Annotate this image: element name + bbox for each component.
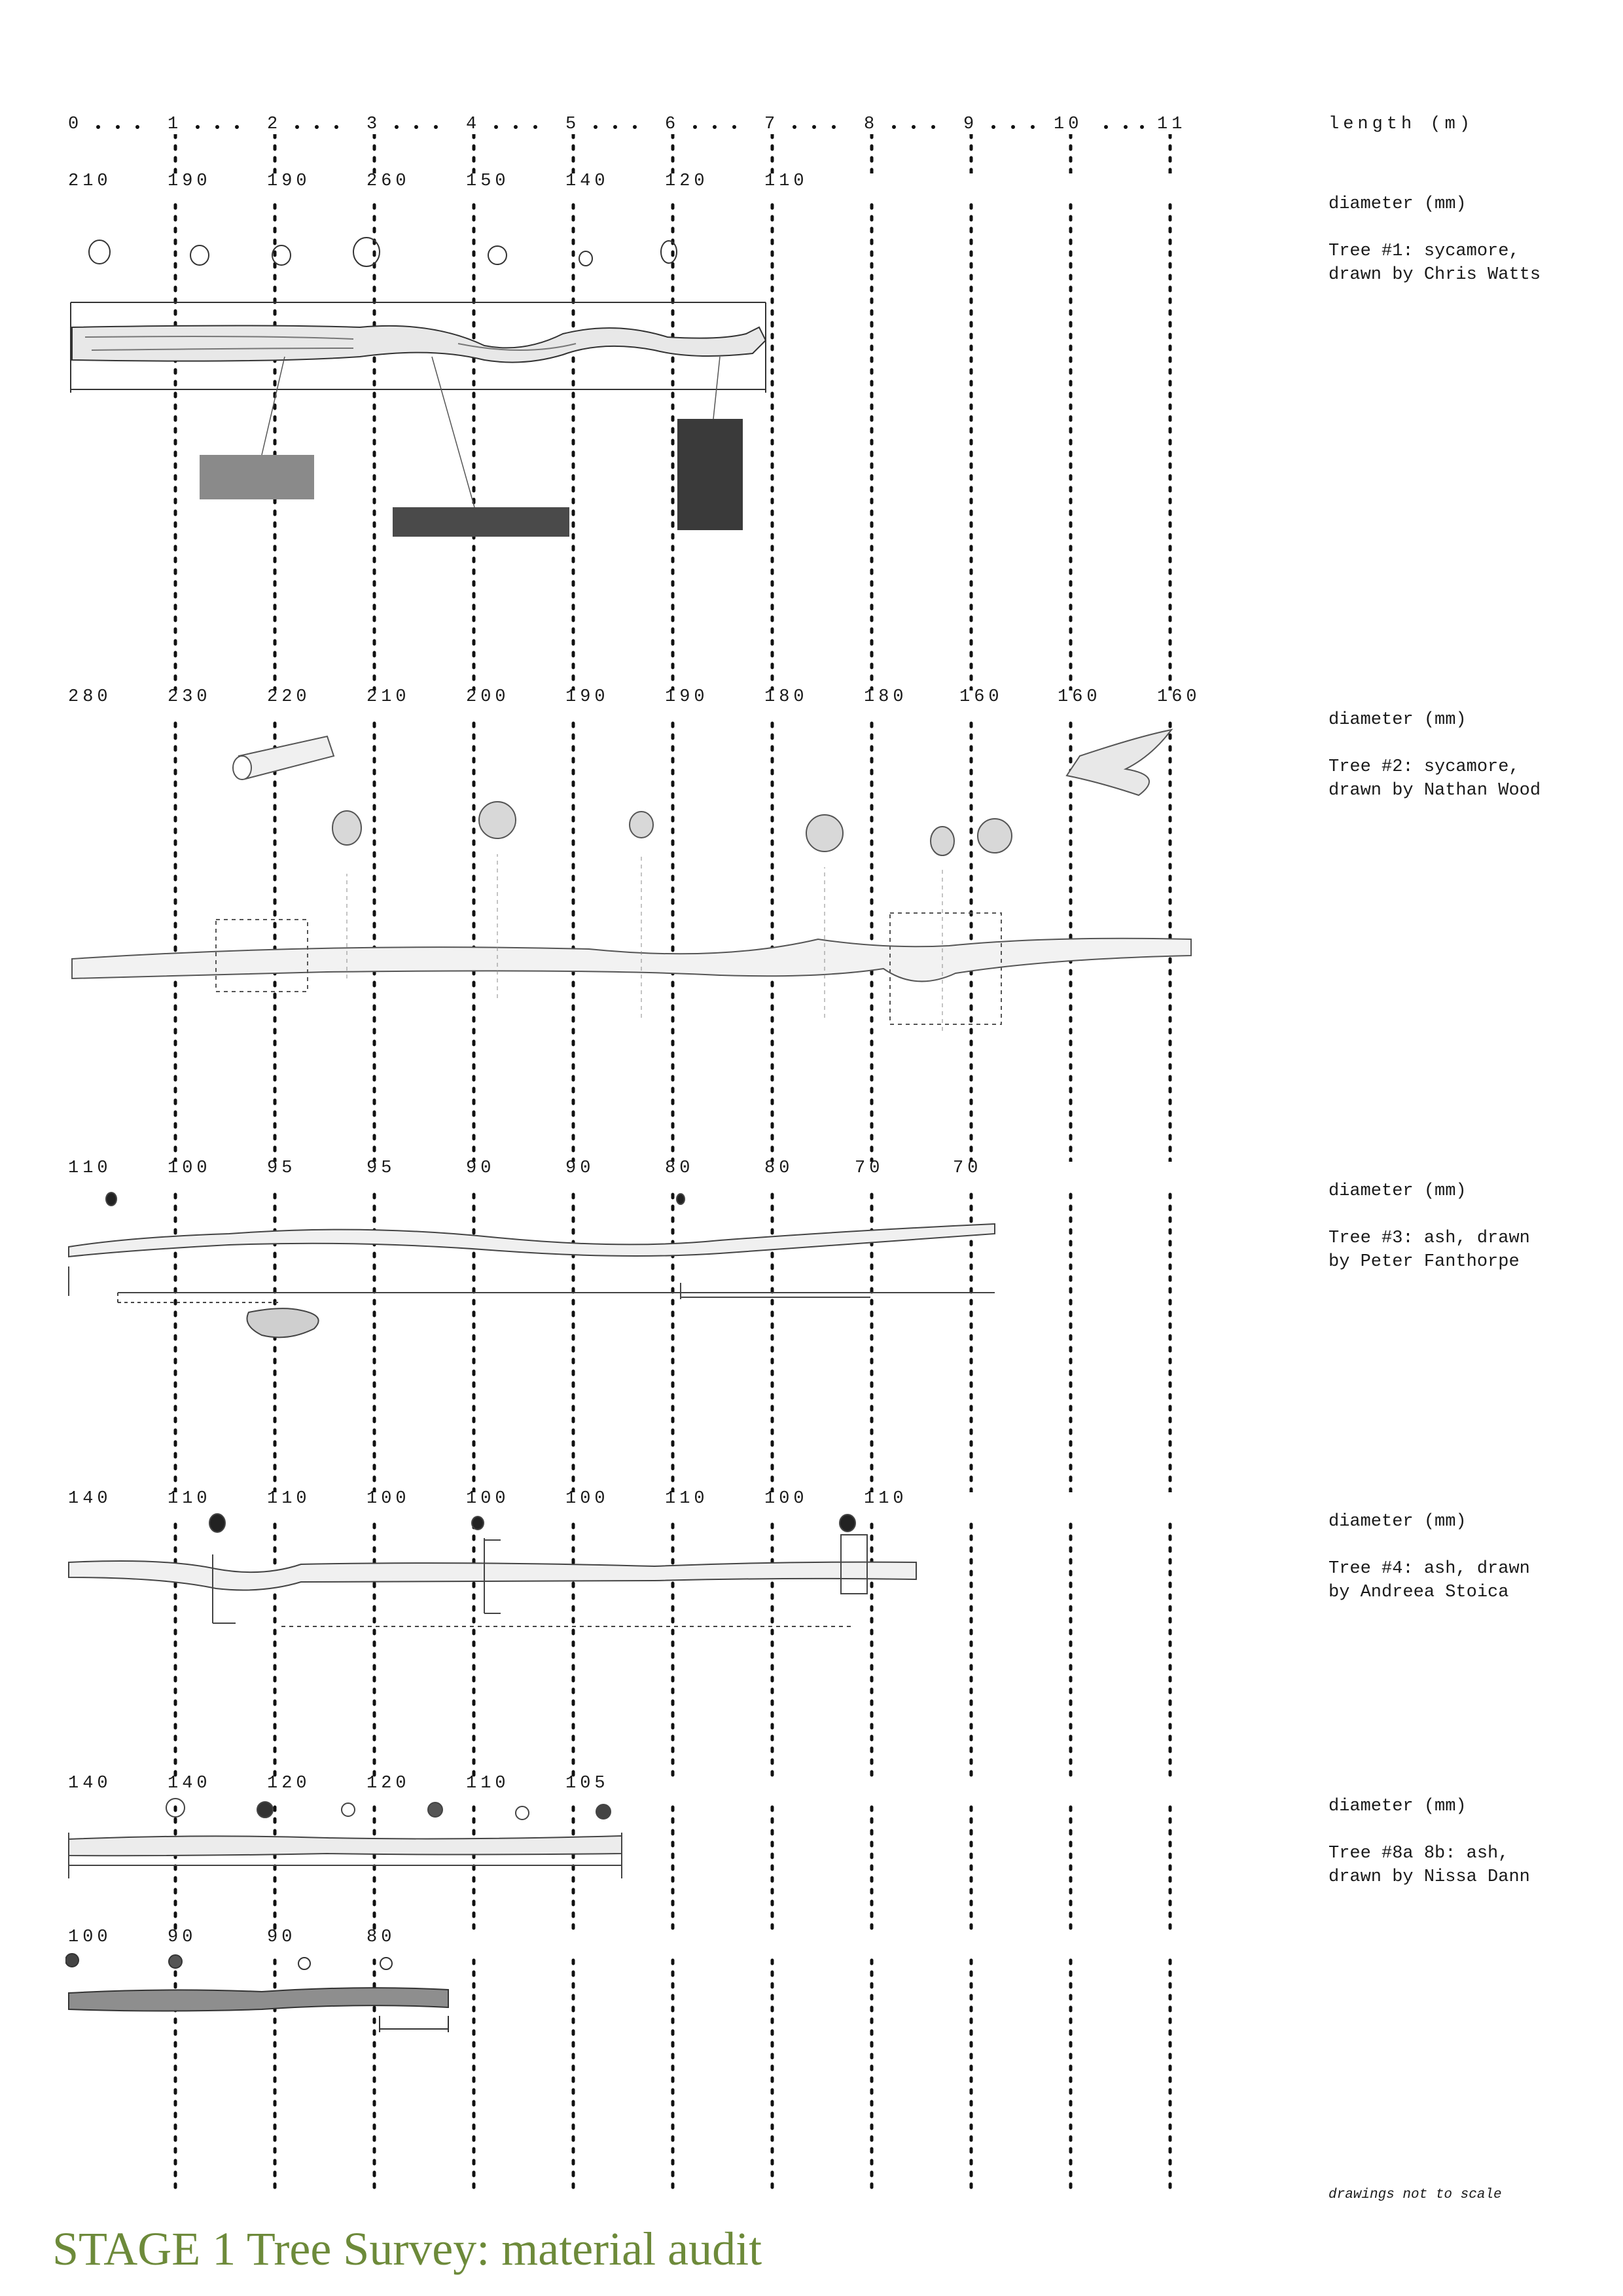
tree-caption: Tree #4: ash, drawn by Andreea Stoica xyxy=(1329,1559,1530,1602)
scale-tick: 2 xyxy=(267,115,282,134)
scale-tick: 7 xyxy=(764,115,779,134)
tree-caption: Tree #1: sycamore, drawn by Chris Watts xyxy=(1329,242,1541,285)
diameter-value: 110 xyxy=(68,1158,112,1178)
diameter-value: 180 xyxy=(764,687,808,707)
diameter-value: 190 xyxy=(168,171,211,191)
diameter-value: 105 xyxy=(565,1774,609,1793)
diameter-value: 100 xyxy=(68,1928,112,1947)
diameter-value: 70 xyxy=(855,1158,884,1178)
diameter-value: 190 xyxy=(665,687,709,707)
diameter-value: 110 xyxy=(466,1774,510,1793)
scale-tick: 0 xyxy=(68,115,83,134)
scale-tick: 10 xyxy=(1054,115,1083,134)
tree-caption: Tree #8a 8b: ash, drawn by Nissa Dann xyxy=(1329,1844,1530,1887)
diameter-value: 100 xyxy=(466,1489,510,1509)
diameter-label: diameter (mm) xyxy=(1329,710,1467,730)
diameter-value: 90 xyxy=(466,1158,495,1178)
diameter-value: 110 xyxy=(864,1489,908,1509)
scale-tick: 1 xyxy=(168,115,183,134)
scale-tick: 8 xyxy=(864,115,879,134)
diameter-value: 70 xyxy=(953,1158,982,1178)
tree-1-caption xyxy=(1329,169,1541,310)
diameter-value: 80 xyxy=(764,1158,794,1178)
scale-dots xyxy=(0,115,1178,135)
tree-1-drawing xyxy=(65,229,785,537)
diameter-value: 100 xyxy=(168,1158,211,1178)
diameter-value: 80 xyxy=(366,1928,396,1947)
diameter-value: 95 xyxy=(366,1158,396,1178)
tree-4-caption xyxy=(1329,1486,1530,1628)
diameter-value: 120 xyxy=(267,1774,311,1793)
diameter-value: 260 xyxy=(366,171,410,191)
diameter-value: 100 xyxy=(764,1489,808,1509)
diameter-value: 100 xyxy=(366,1489,410,1509)
scale-label: length (m) xyxy=(1329,115,1474,134)
diameter-value: 200 xyxy=(466,687,510,707)
diameter-label: diameter (mm) xyxy=(1329,194,1467,214)
tree-2-drawing xyxy=(65,717,1211,1057)
diameter-value: 230 xyxy=(168,687,211,707)
diameter-value: 160 xyxy=(959,687,1003,707)
diameter-value: 110 xyxy=(267,1489,311,1509)
diameter-value: 160 xyxy=(1157,687,1201,707)
tree-2-caption xyxy=(1329,685,1541,826)
tree-caption: Tree #3: ash, drawn by Peter Fanthorpe xyxy=(1329,1229,1530,1272)
diameter-value: 120 xyxy=(366,1774,410,1793)
diameter-value: 180 xyxy=(864,687,908,707)
diameter-value: 90 xyxy=(565,1158,595,1178)
tree-caption: Tree #2: sycamore, drawn by Nathan Wood xyxy=(1329,757,1541,800)
tree-8a-drawing xyxy=(65,1793,641,1911)
diameter-value: 90 xyxy=(267,1928,296,1947)
diameter-value: 120 xyxy=(665,171,709,191)
diameter-value: 150 xyxy=(466,171,510,191)
scale-tick: 9 xyxy=(963,115,978,134)
diameter-value: 220 xyxy=(267,687,311,707)
tree-3-caption xyxy=(1329,1156,1530,1297)
diameter-value: 160 xyxy=(1058,687,1101,707)
diameter-value: 140 xyxy=(168,1774,211,1793)
diameter-value: 140 xyxy=(68,1489,112,1509)
diameter-value: 190 xyxy=(565,687,609,707)
diameter-label: diameter (mm) xyxy=(1329,1797,1467,1816)
diameter-value: 110 xyxy=(168,1489,211,1509)
diameter-value: 100 xyxy=(565,1489,609,1509)
diameter-label: diameter (mm) xyxy=(1329,1512,1467,1532)
tree-8b-drawing xyxy=(65,1947,471,2045)
scale-tick: 4 xyxy=(466,115,481,134)
diameter-value: 210 xyxy=(366,687,410,707)
diameter-value: 95 xyxy=(267,1158,296,1178)
tree-3-drawing xyxy=(65,1185,1014,1361)
tree-4-drawing xyxy=(65,1509,949,1659)
scale-tick: 3 xyxy=(366,115,382,134)
diameter-value: 110 xyxy=(665,1489,709,1509)
footnote: drawings not to scale xyxy=(1329,2187,1502,2202)
page-title: STAGE 1 Tree Survey: material audit xyxy=(52,2223,762,2275)
diameter-value: 80 xyxy=(665,1158,694,1178)
diameter-label: diameter (mm) xyxy=(1329,1181,1467,1201)
scale-tick: 6 xyxy=(665,115,680,134)
diameter-value: 140 xyxy=(68,1774,112,1793)
diameter-value: 140 xyxy=(565,171,609,191)
scale-tick: 5 xyxy=(565,115,580,134)
diameter-value: 110 xyxy=(764,171,808,191)
diameter-value: 190 xyxy=(267,171,311,191)
tree-8-caption xyxy=(1329,1771,1530,1912)
diameter-value: 280 xyxy=(68,687,112,707)
diameter-value: 210 xyxy=(68,171,112,191)
scale-tick: 11 xyxy=(1157,115,1186,134)
diameter-value: 90 xyxy=(168,1928,197,1947)
